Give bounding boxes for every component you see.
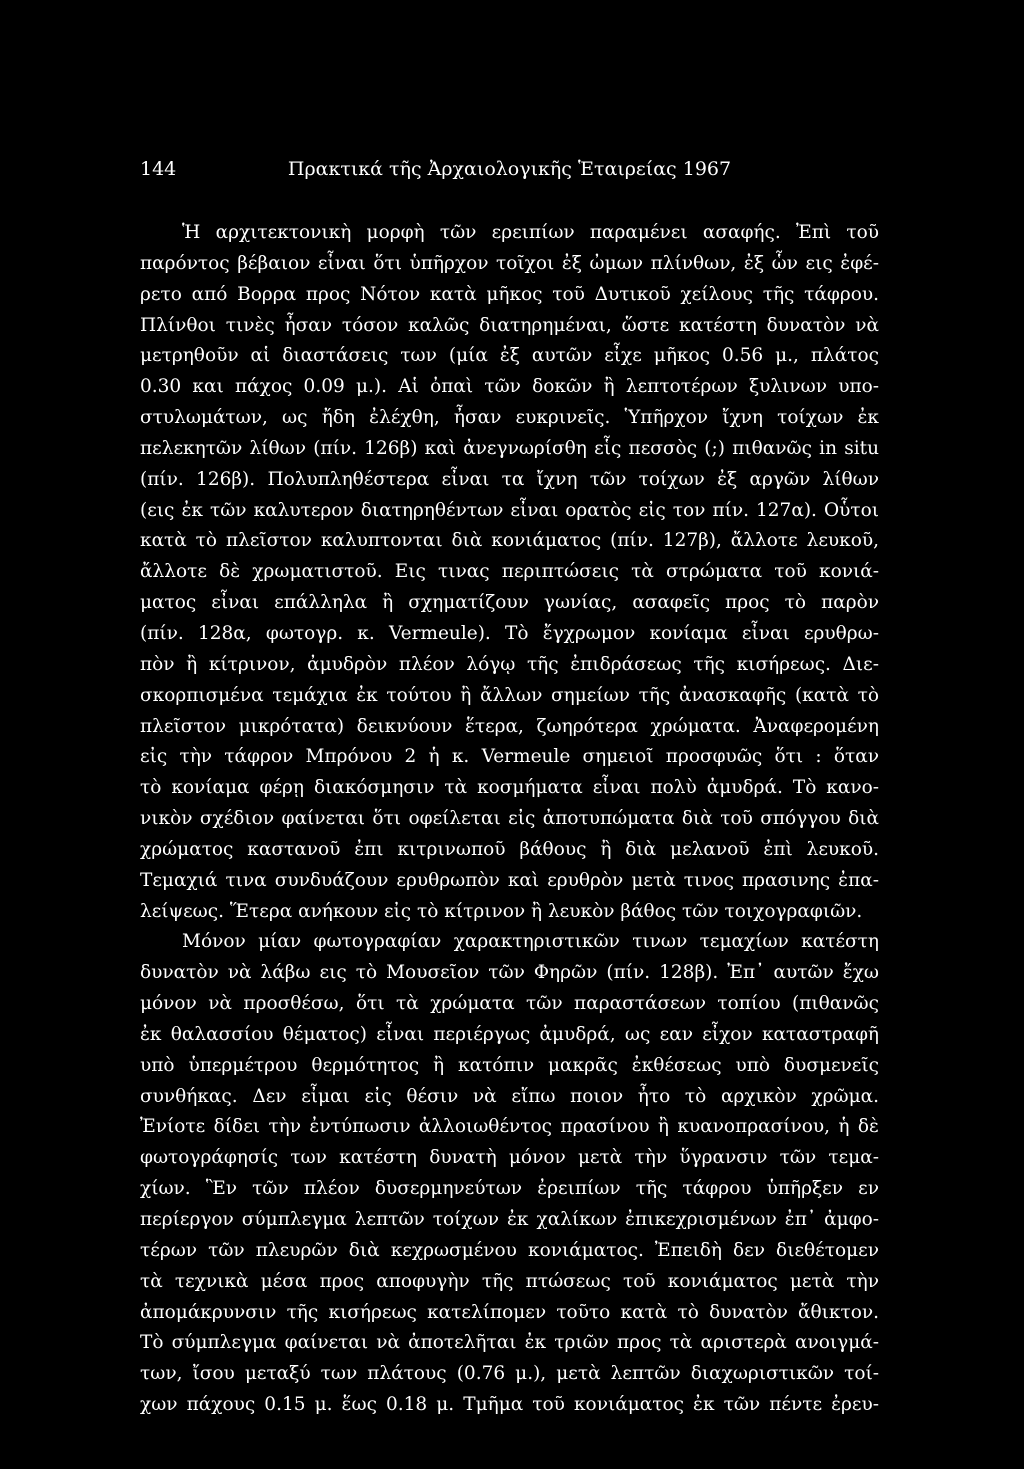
text-line: 0.30 και πάχος 0.09 μ.). Αἱ ὀπαὶ τῶν δοκῶν ἢ λεπτοτέρων ξυλινων υπο- [140,376,879,398]
text-line: Μόνον μίαν φωτογραφίαν χαρακτηριστικῶν τινων τεμαχίων κατέστη [182,931,879,953]
text-line: στυλωμάτων, ως ἤδη ἐλέχθη, ἦσαν ευκρινεῖς. Ὑπῆρχον ἴχνη τοίχων ἐκ [140,407,879,429]
text-line: ἐκ θαλασσίου θέματος) εἶναι περιέργως ἀμυδρά, ως εαν εἶχον καταστραφῆ [140,1023,879,1045]
text-line: μετρηθοῦν αἱ διαστάσεις των (μία ἐξ αυτῶν εἶχε μῆκος 0.56 μ., πλάτος [140,345,879,367]
text-line: χρώματος καστανοῦ ἐπι κιτρινωποῦ βάθους ἢ διὰ μελανοῦ ἐπὶ λευκοῦ. [140,838,879,860]
body-text [140,218,879,1421]
text-line: υπὸ ὑπερμέτρου θερμότητος ἢ κατόπιν μακρᾶς ἐκθέσεως υπὸ δυσμενεῖς [140,1054,879,1076]
text-line: χων πάχους 0.15 μ. ἕως 0.18 μ. Τμῆμα τοῦ κονιάματος ἐκ τῶν πέντε ἐρευ- [140,1394,879,1416]
text-line: φωτογράφησίς των κατέστη δυνατὴ μόνον μετὰ τὴν ὕγρανσιν τῶν τεμα- [140,1147,879,1169]
text-line: πὸν ἢ κίτρινον, ἀμυδρὸν πλέον λόγῳ τῆς ἐπιδράσεως τῆς κισήρεως. Διε- [140,653,879,675]
page-header [140,156,879,182]
text-line: παρόντος βέβαιον εἶναι ὅτι ὑπῆρχον τοῖχοι ἐξ ὠμων πλίνθων, ἐξ ὧν εις ἐφέ- [140,252,879,274]
text-line: κατὰ τὸ πλεῖστον καλυπτονται διὰ κονιάματος (πίν. 127β), ἄλλοτε λευκοῦ, [140,530,879,552]
text-line: τέρων τῶν πλευρῶν διὰ κεχρωσμένου κονιάματος. Ἐπειδὴ δεν διεθέτομεν [140,1239,879,1261]
text-line: περίεργον σύμπλεγμα λεπτῶν τοίχων ἐκ χαλίκων ἐπικεχρισμένων ἐπ᾽ ἀμφο- [140,1209,879,1230]
text-line: ρετο από Βορρα προς Νότον κατὰ μῆκος τοῦ Δυτικοῦ χείλους τῆς τάφρου. [140,283,879,305]
text-line: τὸ κονίαμα φέρῃ διακόσμησιν τὰ κοσμήματα εἶναι πολὺ ἀμυδρά. Τὸ κανο- [140,777,879,799]
text-line: δυνατὸν νὰ λάβω εις τὸ Μουσεῖον τῶν Φηρῶν (πίν. 128β). Ἐπ᾽ αυτῶν ἔχω [140,962,879,984]
text-line: ἀπομάκρυνσιν τῆς κισήρεως κατελίπομεν τοῦτο κατὰ τὸ δυνατὸν ἄθικτον. [140,1301,879,1323]
page-number: 144 [140,158,177,180]
text-line: εἰς τὴν τάφρον Μπρόνου 2 ἡ κ. Vermeule σημειοῖ προσφυῶς ὅτι : ὅταν [140,746,879,768]
text-line: πελεκητῶν λίθων (πίν. 126β) καὶ ἀνεγνωρίσθη εἷς πεσσὸς (;) πιθανῶς in situ [140,437,879,459]
text-line: τὰ τεχνικὰ μέσα προς αποφυγὴν τῆς πτώσεως τοῦ κονιάματος μετὰ τὴν [140,1270,879,1292]
text-line: (πίν. 128α, φωτογρ. κ. Vermeule). Τὸ ἔγχρωμον κονίαμα εἶναι ερυθρω- [140,622,879,644]
text-line: ματος εἶναι επάλληλα ἢ σχηματίζουν γωνίας, ασαφεῖς προς τὸ παρὸν [140,592,879,614]
text-line: (εις ἐκ τῶν καλυτερον διατηρηθέντων εἶναι ορατὸς εἰς τον πίν. 127α). Οὗτοι [140,499,879,521]
text-line: Ἡ αρχιτεκτονικὴ μορφὴ τῶν ερειπίων παραμένει ασαφής. Ἐπὶ τοῦ [182,222,879,243]
text-line: ἄλλοτε δὲ χρωματιστοῦ. Εις τινας περιπτώσεις τὰ στρώματα τοῦ κονιά- [140,561,879,583]
text-line: πλεῖστον μικρότατα) δεικνύουν ἕτερα, ζωηρότερα χρώματα. Ἀναφερομένη [140,715,879,737]
text-line: (πίν. 126β). Πολυπληθέστερα εἶναι τα ἴχνη τῶν τοίχων ἐξ αργῶν λίθων [140,468,879,490]
text-line: Πλίνθοι τινὲς ἦσαν τόσον καλῶς διατηρημέναι, ὥστε κατέστη δυνατὸν νὰ [140,314,879,336]
running-head: Πρακτικά τῆς Ἀρχαιολογικῆς Ἑταιρείας 1967 [287,158,732,180]
text-line: συνθήκας. Δεν εἶμαι εἰς θέσιν νὰ εἴπω ποιον ἦτο τὸ αρχικὸν χρῶμα. [140,1085,879,1107]
text-line: νικὸν σχέδιον φαίνεται ὅτι οφείλεται εἰς ἀποτυπώματα διὰ τοῦ σπόγγου διὰ [140,808,879,830]
text-line: Ἐνίοτε δίδει τὴν ἐντύπωσιν ἀλλοιωθέντος πρασίνου ἢ κυανοπρασίνου, ἡ δὲ [140,1116,879,1138]
text-line: χίων. Ἓν τῶν πλέον δυσερμηνεύτων ἐρειπίων τῆς τάφρου ὑπῆρξεν εν [140,1178,879,1200]
text-line: Τὸ σύμπλεγμα φαίνεται νὰ ἀποτελῆται ἐκ τριῶν προς τὰ αριστερὰ ανοιγμά- [140,1332,879,1354]
text-line: σκορπισμένα τεμάχια ἐκ τούτου ἢ ἄλλων σημείων τῆς ἀνασκαφῆς (κατὰ τὸ [140,684,879,706]
text-line: λείψεως. Ἕτερα ανήκουν εἰς τὸ κίτρινον ἢ λευκὸν βάθος τῶν τοιχογραφιῶν. [140,900,863,922]
text-line: Τεμαχιά τινα συνδυάζουν ερυθρωπὸν καὶ ερυθρὸν μετὰ τινος πρασινης ἐπα- [140,869,879,891]
text-line: των, ἴσου μεταξύ των πλάτους (0.76 μ.), μετὰ λεπτῶν διαχωριστικῶν τοί- [140,1363,879,1385]
text-line: μόνον νὰ προσθέσω, ὅτι τὰ χρώματα τῶν παραστάσεων τοπίου (πιθανῶς [140,993,879,1015]
